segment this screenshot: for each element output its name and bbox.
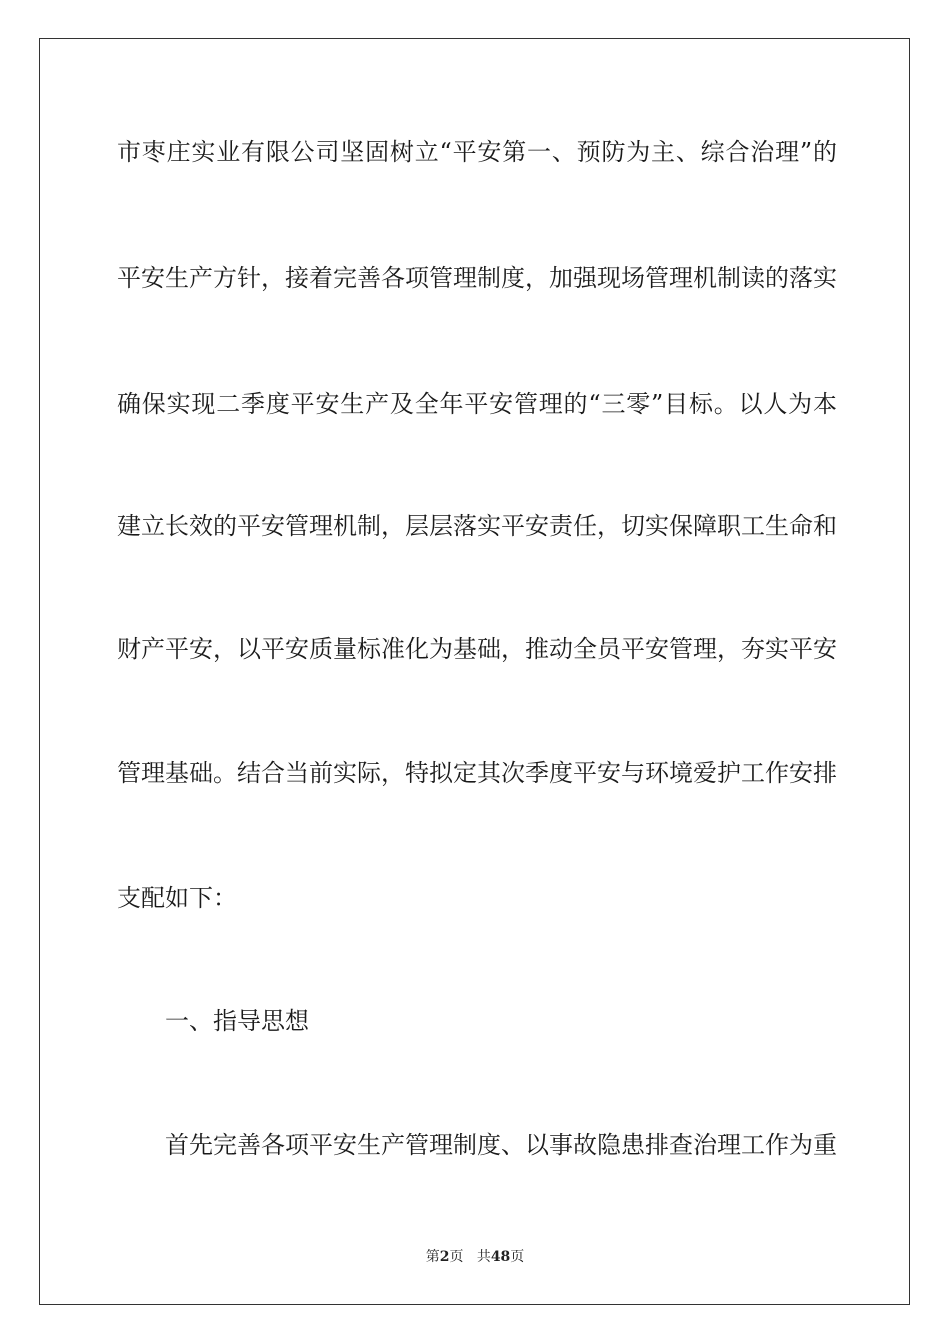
paragraph-line-5: 财产平安，以平安质量标准化为基础，推动全员平安管理，夯实平安 [117,635,837,663]
paragraph-line-3: 确保实现二季度平安生产及全年平安管理的“三零”目标。以人为本 [117,390,837,418]
footer-total-suffix: 页 [510,1249,525,1265]
paragraph-line-7: 支配如下： [117,884,237,912]
section-paragraph-line-1: 首先完善各项平安生产管理制度、以事故隐患排查治理工作为重 [165,1131,837,1159]
paragraph-line-4: 建立长效的平安管理机制，层层落实平安责任，切实保障职工生命和 [117,512,837,540]
paragraph-line-6: 管理基础。结合当前实际，特拟定其次季度平安与环境爱护工作安排 [117,759,837,787]
footer-total-prefix: 共 [476,1249,491,1265]
footer-prefix: 第 [425,1249,440,1265]
page-border [39,38,910,1305]
page-footer [0,1248,950,1266]
footer-page-suffix: 页 [449,1249,464,1265]
paragraph-line-1: 市枣庄实业有限公司坚固树立“平安第一、预防为主、综合治理”的 [117,138,837,166]
footer-page-number: 2 [439,1249,450,1265]
section-heading: 一、指导思想 [165,1007,309,1035]
paragraph-line-2: 平安生产方针，接着完善各项管理制度，加强现场管理机制读的落实 [117,264,837,292]
footer-total-pages: 48 [490,1249,511,1265]
